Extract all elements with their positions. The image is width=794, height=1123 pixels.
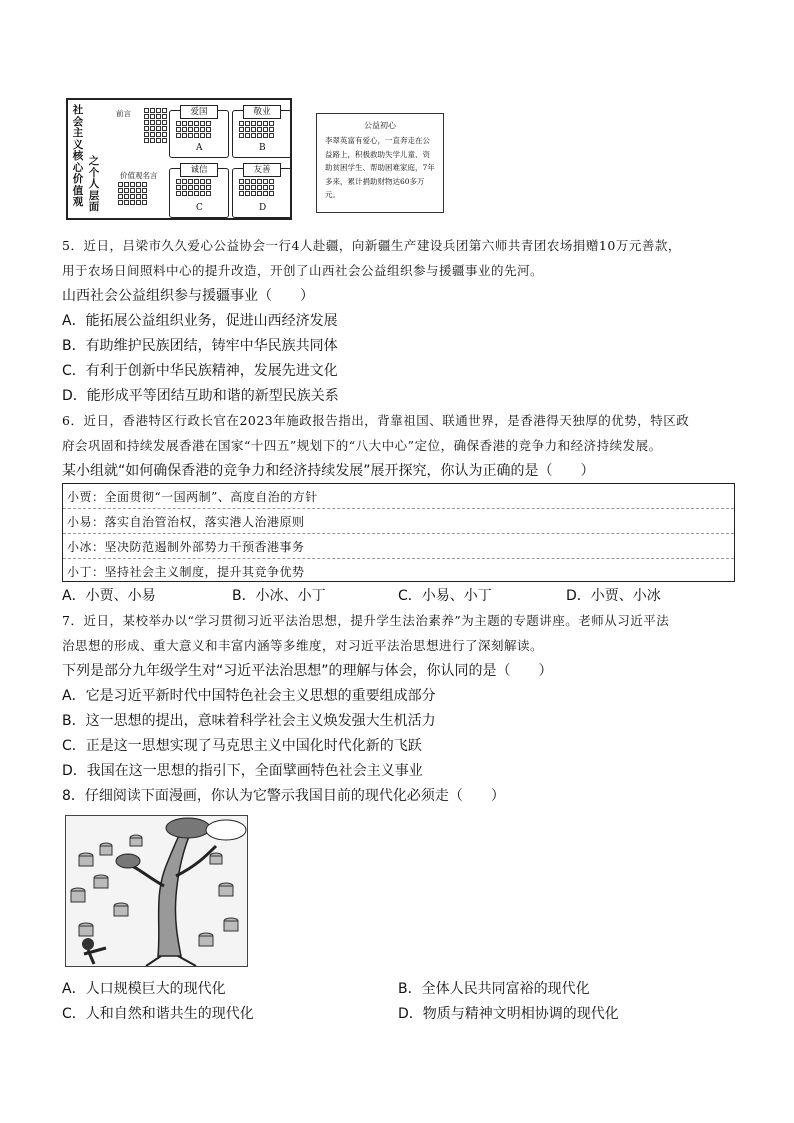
value-cell-title: 敬业 [243, 105, 281, 119]
charity-story-title: 公益初心 [364, 121, 396, 130]
q8-option-a: A．人口规模巨大的现代化 [62, 981, 226, 997]
divider [63, 508, 734, 509]
q8-option-d: D．物质与精神文明相协调的现代化 [398, 1006, 619, 1022]
q7-question: 下列是部分九年级学生对“习近平法治思想”的理解与体会，你认同的是（ ） [62, 663, 553, 679]
core-values-vertical-title: 社会主义核心价值观 [72, 104, 84, 208]
q6-option-c: C．小易、小丁 [398, 588, 492, 604]
q6-option-a: A．小贾、小易 [62, 588, 156, 604]
q6-statement-xiaobing: 小冰：坚决防范遏制外部势力干预香港事务 [67, 540, 305, 554]
q7-option-d: D．我国在这一思想的指引下，全面擘画特色社会主义事业 [62, 763, 423, 779]
q5-option-c: C．有利于创新中华民族精神，发展先进文化 [62, 363, 338, 379]
q8-question: 8．仔细阅读下面漫画，你认为它警示我国目前的现代化必须走（ ） [62, 788, 505, 804]
value-cell-title: 诚信 [180, 163, 218, 177]
q5-stem-line2: 用于农场日间照料中心的提升改造，开创了山西社会公益组织参与援疆事业的先河。 [62, 263, 544, 278]
q8-option-b: B．全体人民共同富裕的现代化 [398, 981, 590, 997]
q7-option-b: B．这一思想的提出，意味着科学社会主义焕发强大生机活力 [62, 713, 436, 729]
cell-text-placeholder [239, 179, 274, 196]
q5-option-b: B．有助维护民族团结，铸牢中华民族共同体 [62, 338, 338, 354]
q5-question: 山西社会公益组织参与援疆事业（ ） [62, 288, 314, 304]
q7-stem-line2: 治思想的形成、重大意义和丰富内涵等多维度，对习近平法治思想进行了深刻解读。 [62, 638, 544, 653]
cell-text-placeholder [239, 121, 274, 138]
q6-statement-xiaoding: 小丁：坚持社会主义制度，提升其竞争优势 [67, 565, 305, 579]
q6-statement-xiaojia: 小贾：全面贯彻“一国两制”、高度自治的方针 [67, 490, 318, 504]
individual-level-vertical-title: 之个人层面 [88, 155, 100, 213]
preface-label: 前言 [116, 109, 131, 118]
value-cell-letter: C [196, 203, 203, 213]
motto-text-placeholder [118, 182, 147, 205]
preface-text-placeholder [144, 108, 167, 143]
value-cell-d [232, 165, 292, 218]
q6-question: 某小组就“如何确保香港的竞争力和经济持续发展”展开探究，你认为正确的是（ ） [62, 463, 595, 479]
cartoon-drawing [66, 816, 248, 967]
value-cell-c [169, 165, 229, 218]
q6-statement-box [62, 483, 735, 582]
q7-option-a: A．它是习近平新时代中国特色社会主义思想的重要组成部分 [62, 688, 436, 704]
q5-option-d: D．能形成平等团结互助和谐的新型民族关系 [62, 388, 339, 404]
cell-text-placeholder [176, 121, 211, 138]
divider [63, 533, 734, 534]
motto-label: 价值观名言 [120, 171, 158, 180]
value-cell-letter: D [259, 203, 267, 213]
q6-stem-line1: 6．近日，香港特区行政长官在2023年施政报告指出，背靠祖国、联通世界，是香港得天独厚的优势，特区政 [62, 413, 690, 428]
charity-story-body: 李翠英富有爱心，一直奔走在公益路上，积极救助失学儿童、资助贫困学生、帮助困难家庭，7年多来，累计捐助财物达60多万元。 [325, 136, 435, 199]
value-cell-b [232, 107, 292, 158]
q6-option-d: D．小贾、小冰 [566, 588, 661, 604]
divider [63, 558, 734, 559]
q6-statement-xiaoyi: 小易：落实自治管治权，落实港人治港原则 [67, 515, 305, 529]
value-cell-letter: B [259, 143, 266, 153]
deforestation-cartoon [65, 815, 248, 967]
q5-stem-line1: 5．近日，吕梁市久久爱心公益协会一行4人赴疆，向新疆生产建设兵团第六师共青团农场捐赠10万元善款， [62, 238, 681, 253]
core-values-figure [66, 98, 292, 220]
q7-option-c: C．正是这一思想实现了马克思主义中国化时代化新的飞跃 [62, 738, 422, 754]
q7-stem-line1: 7．近日，某校举办以“学习贯彻习近平法治思想，提升学生法治素养”为主题的专题讲座。老师从习近平法 [62, 613, 670, 628]
charity-story-figure [316, 113, 444, 213]
q8-option-c: C．人和自然和谐共生的现代化 [62, 1006, 254, 1022]
value-cell-a [169, 107, 229, 158]
value-cell-letter: A [196, 143, 203, 153]
cell-text-placeholder [176, 179, 211, 196]
q6-stem-line2: 府会巩固和持续发展香港在国家“十四五”规划下的“八大中心”定位，确保香港的竞争力和经济持续发展。 [62, 438, 662, 453]
q5-option-a: A．能拓展公益组织业务，促进山西经济发展 [62, 313, 338, 329]
q6-option-b: B．小冰、小丁 [232, 588, 326, 604]
value-cell-title: 友善 [243, 163, 281, 177]
value-cell-title: 爱国 [180, 105, 218, 119]
